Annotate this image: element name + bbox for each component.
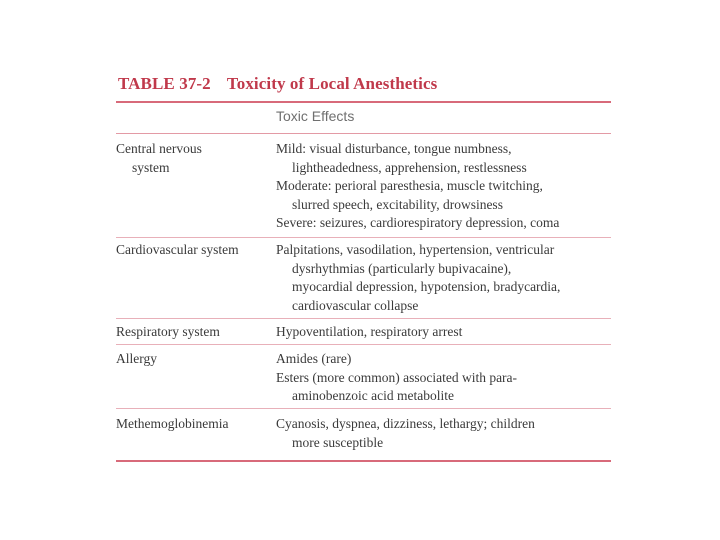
effect-line: Cyanosis, dyspnea, dizziness, lethargy; children	[276, 416, 535, 431]
bottom-rule	[116, 460, 611, 462]
row-effects-cns	[276, 140, 616, 233]
effect-line: Amides (rare)	[276, 351, 352, 366]
effect-line: Mild: visual disturbance, tongue numbness,	[276, 141, 512, 156]
row-label-cns	[116, 140, 266, 177]
effect-line: Hypoventilation, respiratory arrest	[276, 324, 463, 339]
effect-line: Palpitations, vasodilation, hypertension, ventricular	[276, 242, 555, 257]
row-label-line: Allergy	[116, 351, 157, 366]
row-divider	[116, 344, 611, 345]
row-label-line: Respiratory system	[116, 324, 220, 339]
effect-line: aminobenzoic acid metabolite	[292, 388, 454, 403]
row-label-cardiovascular	[116, 241, 266, 260]
effect-line: slurred speech, excitability, drowsiness	[292, 196, 503, 212]
row-effects-respiratory	[276, 323, 616, 342]
top-rule	[116, 101, 611, 103]
table-title-text: Toxicity of Local Anesthetics	[226, 74, 438, 93]
effect-line: dysrhythmias (particularly bupivacaine),	[292, 260, 512, 276]
row-label-line: system	[132, 159, 170, 175]
effect-line: Esters (more common) associated with para-	[276, 369, 518, 385]
row-divider	[116, 318, 611, 319]
row-label-respiratory	[116, 323, 266, 342]
row-effects-allergy	[276, 350, 616, 406]
row-divider	[116, 237, 611, 238]
table-number: TABLE 37-2	[118, 74, 211, 93]
effect-line: cardiovascular collapse	[292, 297, 419, 313]
column-header-toxic-effects: Toxic Effects	[276, 108, 355, 124]
table-title	[118, 74, 437, 94]
header-rule	[116, 133, 611, 134]
row-effects-cardiovascular	[276, 241, 616, 315]
row-label-line: Central nervous	[116, 141, 202, 156]
effect-line: Moderate: perioral paresthesia, muscle twitching,	[276, 178, 543, 193]
row-label-methemoglobinemia	[116, 415, 266, 434]
effect-line: lightheadedness, apprehension, restlessness	[292, 159, 527, 175]
effect-line: myocardial depression, hypotension, bradycardia,	[292, 279, 561, 294]
row-label-allergy	[116, 350, 266, 369]
row-divider	[116, 408, 611, 409]
row-label-line: Methemoglobinemia	[116, 416, 229, 431]
effect-line: Severe: seizures, cardiorespiratory depression, coma	[276, 215, 560, 230]
effect-line: more susceptible	[292, 434, 384, 450]
row-label-line: Cardiovascular system	[116, 242, 239, 257]
row-effects-methemoglobinemia	[276, 415, 616, 452]
